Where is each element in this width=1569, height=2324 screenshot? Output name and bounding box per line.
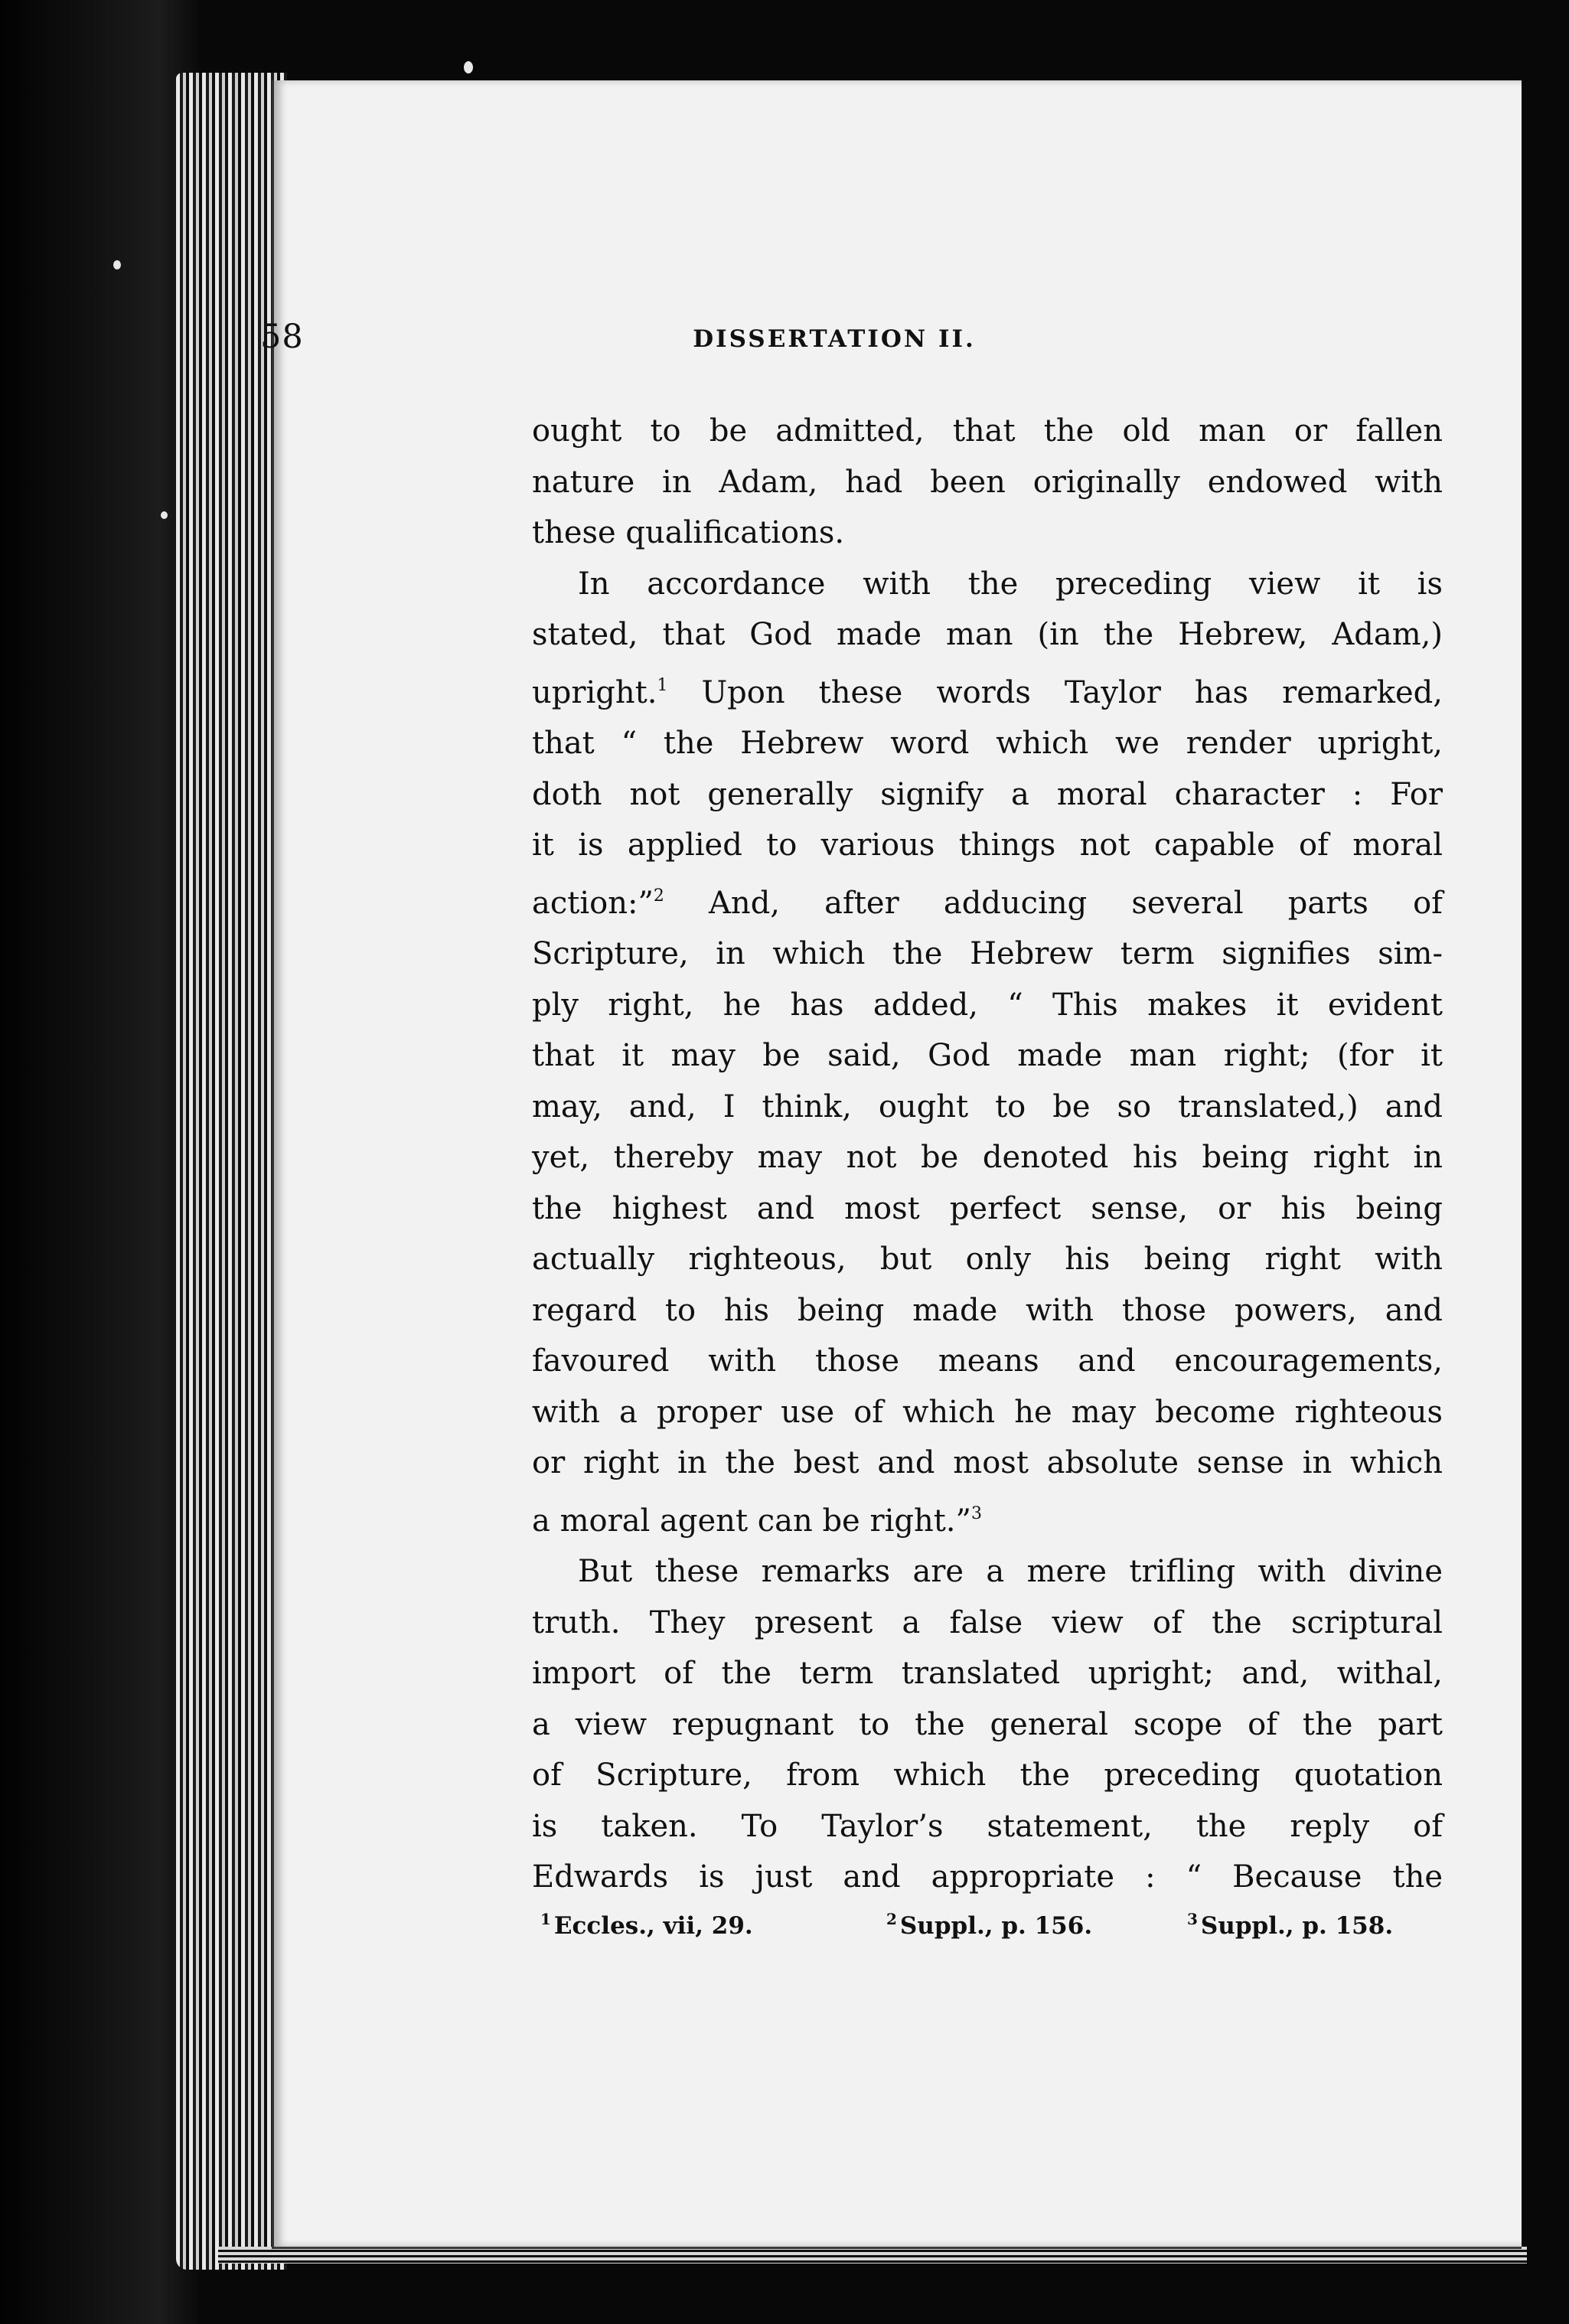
dust-speck (113, 260, 121, 269)
running-head: DISSERTATION II. (693, 325, 976, 353)
text-line: yet, thereby may not be denoted his being right in (532, 1140, 1443, 1175)
footnote-ref: 3 (970, 1503, 982, 1523)
text-line: Edwards is just and appropriate : “ Because the (532, 1859, 1443, 1895)
text-line: action:”$^2$ And, after adducing several parts of (532, 885, 1443, 921)
text-line: doth not generally signify a moral character : For (532, 776, 1443, 812)
dust-speck (161, 511, 168, 519)
text-line: regard to his being made with those powers, and (532, 1292, 1443, 1328)
text-line: Scripture, in which the Hebrew term signifies sim- (532, 936, 1443, 971)
text-line: ply right, he has added, “ This makes it evident (532, 987, 1443, 1023)
footnote-ref: 2 (653, 886, 664, 906)
text-line: upright.$^1$ Upon these words Taylor has remarked, (532, 674, 1443, 710)
text-line: these qualifications. (532, 515, 845, 550)
text-line: is taken. To Taylor’s statement, the reply of (532, 1808, 1443, 1844)
text-line: or right in the best and most absolute sense in which (532, 1445, 1443, 1480)
page-number: 58 (260, 318, 304, 356)
text-line: of Scripture, from which the preceding quotation (532, 1758, 1443, 1793)
text-line: actually righteous, but only his being right with (532, 1242, 1443, 1277)
text-line: ought to be admitted, that the old man or fallen (532, 413, 1443, 449)
footnote-3: $^3$ Suppl., p. 158. (1187, 1910, 1394, 1940)
text-line: may, and, I think, ought to be so translated,) and (532, 1089, 1443, 1124)
text-line: with a proper use of which he may become righteous (532, 1394, 1443, 1430)
text-line: that “ the Hebrew word which we render upright, (532, 726, 1443, 761)
text-line: nature in Adam, had been originally endowed with (532, 464, 1443, 500)
text-line: stated, that God made man (in the Hebrew, Adam,) (532, 617, 1443, 652)
text-line: favoured with those means and encouragements, (532, 1343, 1443, 1379)
footnotes (540, 1910, 1443, 1948)
body-text (532, 406, 1443, 1903)
footnote-2: $^2$ Suppl., p. 156. (886, 1910, 1093, 1940)
footnote-1: $^1$ Eccles., vii, 29. (540, 1910, 753, 1940)
text-line: that it may be said, God made man right; (for it (532, 1038, 1443, 1073)
text-line: it is applied to various things not capable of moral (532, 827, 1443, 863)
footnote-ref: 1 (657, 675, 668, 695)
text-line: the highest and most perfect sense, or his being (532, 1190, 1443, 1226)
text-line: In accordance with the preceding view it is (578, 566, 1443, 602)
dust-speck (464, 61, 473, 73)
text-line: But these remarks are a mere trifling with divine (578, 1554, 1443, 1589)
text-line: a moral agent can be right.”$^3$ (532, 1503, 982, 1539)
page-stack-bottom-edge (218, 2247, 1527, 2264)
book-binding (0, 0, 199, 2324)
text-line: truth. They present a false view of the scriptural (532, 1604, 1443, 1640)
text-line: a view repugnant to the general scope of the part (532, 1706, 1443, 1742)
page-header (260, 318, 1454, 364)
page-stack-edge (176, 73, 287, 2270)
text-line: import of the term translated upright; and, withal, (532, 1656, 1443, 1691)
